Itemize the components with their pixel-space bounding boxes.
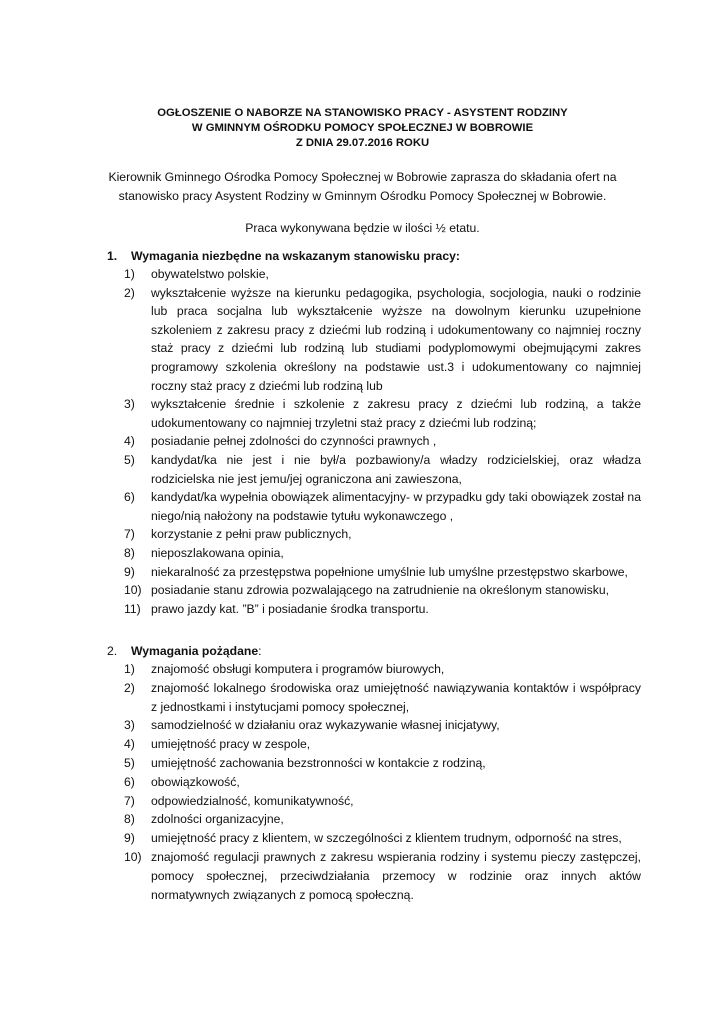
header-line-1: OGŁOSZENIE O NABORZE NA STANOWISKO PRACY - ASYSTENT RODZINY [157, 107, 568, 119]
list-item-text: posiadanie stanu zdrowia pozwalającego na zatrudnienie na określonym stanowisku, [151, 583, 609, 598]
list-item-text: obywatelstwo polskie, [151, 267, 269, 281]
list-item-text: umiejętność zachowania bezstronności w kontakcie z rodziną, [151, 755, 486, 770]
list-item [124, 848, 641, 904]
list-item [124, 660, 641, 679]
list-item-text: wykształcenie wyższe na kierunku pedagogika, psychologia, socjologia, nauki o rodzinie lub praca socjalna lub wykształcenie wyższe na dowolnym kierunku uzupełnione szkoleniem z zakresu pracy z dziećmi lub rodziną i udokumentowany co najmniej roczny staż pracy z dziećmi lub rodziną lub studiami podyplomowymi obejmującymi zakres programowy szkolenia określony na podstawie ust.3 i udokumentowany co najmniej roczny staż pracy z dziećmi lub rodziną lub [151, 285, 641, 393]
list-item-number: 9) [124, 564, 135, 579]
list-item [124, 488, 641, 525]
list-item-number: 9) [124, 831, 135, 846]
list-item-number: 8) [124, 545, 135, 560]
desired-section-colon: : [258, 644, 262, 658]
list-item-text: kandydat/ka wypełnia obowiązek alimentacyjny- w przypadku gdy taki obowiązek został na niego/nią nałożony na podstawie tytułu wykonawczego , [151, 490, 641, 523]
list-item-number: 2) [124, 285, 135, 300]
list-item-number: 5) [124, 452, 135, 467]
list-item [124, 735, 641, 754]
list-item-text: samodzielność w działaniu oraz wykazywanie własnej inicjatywy, [151, 718, 500, 733]
list-item-text: obowiązkowość, [151, 774, 240, 789]
list-item-number: 3) [124, 718, 135, 733]
list-item-number: 10) [124, 583, 142, 598]
desired-section-title: Wymagania pożądane [131, 644, 259, 658]
list-item-text: znajomość lokalnego środowiska oraz umiejętność nawiązywania kontaktów i współpracy z jednostkami i instytucjami pomocy społecznej, [151, 680, 641, 714]
list-item [124, 810, 641, 829]
list-item [124, 563, 641, 582]
list-item-number: 6) [124, 774, 135, 789]
required-section-title: Wymagania niezbędne na wskazanym stanowisku pracy: [131, 249, 460, 263]
required-section-heading [107, 248, 460, 264]
list-item [124, 829, 641, 848]
list-item-text: odpowiedzialność, komunikatywność, [151, 793, 354, 808]
list-item [124, 773, 641, 792]
list-item [124, 525, 641, 544]
list-item [124, 395, 641, 432]
list-item-text: nieposzlakowana opinia, [151, 545, 284, 560]
required-section-number: 1. [107, 249, 118, 263]
list-item-number: 11) [124, 601, 141, 616]
list-item-number: 7) [124, 527, 135, 542]
list-item [124, 451, 641, 488]
desired-section-number: 2. [107, 644, 118, 658]
announcement-header [90, 106, 635, 151]
required-list [124, 265, 641, 618]
header-line-2: W GMINNYM OŚRODKU POMOCY SPOŁECZNEJ W BOBROWIE [191, 122, 534, 134]
list-item-text: wykształcenie średnie i szkolenie z zakresu pracy z dziećmi lub rodziną, a także udokumentowany co najmniej trzyletni staż pracy z dziećmi lub rodziną; [151, 397, 641, 430]
list-item-text: umiejętność pracy w zespole, [151, 737, 311, 752]
list-item-number: 5) [124, 755, 135, 770]
work-scope-paragraph: Praca wykonywana będzie w ilości ½ etatu. [245, 221, 480, 235]
list-item-text: znajomość obsługi komputera i programów biurowych, [151, 662, 445, 676]
list-item-text: niekaralność za przestępstwa popełnione umyślnie lub umyślne przestępstwo skarbowe, [151, 564, 628, 579]
list-item-text: posiadanie pełnej zdolności do czynności prawnych , [151, 434, 437, 449]
list-item-number: 1) [124, 267, 135, 281]
list-item-number: 8) [124, 812, 135, 827]
list-item-number: 3) [124, 397, 135, 412]
desired-section-heading [107, 643, 262, 659]
list-item-text: prawo jazdy kat. ”B” i posiadanie środka transportu. [151, 601, 429, 616]
list-item-number: 10) [124, 849, 142, 864]
desired-list [124, 660, 641, 904]
list-item-text: kandydat/ka nie jest i nie był/a pozbawiony/a władzy rodzicielskiej, oraz władza rodzicielska nie jest jemu/jej ograniczona ani zawieszona, [151, 452, 641, 486]
list-item [124, 754, 641, 773]
list-item-number: 1) [124, 662, 135, 676]
list-item-text: korzystanie z pełni praw publicznych, [151, 527, 352, 542]
list-item [124, 432, 641, 451]
header-line-3: Z DNIA 29.07.2016 ROKU [295, 137, 430, 149]
list-item [124, 792, 641, 811]
list-item-text: znajomość regulacji prawnych z zakresu wspierania rodziny i systemu pieczy zastępczej, pomocy społecznej, przeciwdziałania przemocy w rodzinie oraz innych aktów normatywnych związanych z pomocą społeczną. [151, 849, 641, 902]
list-item [124, 581, 641, 600]
list-item [124, 679, 641, 717]
list-item-number: 6) [124, 490, 135, 505]
list-item [124, 265, 641, 284]
intro-paragraph: Kierownik Gminnego Ośrodka Pomocy Społecznej w Bobrowie zaprasza do składania ofert na stanowisko pracy Asystent Rodziny w Gminnym Ośrodku Pomocy Społecznej w Bobrowie. [108, 170, 617, 203]
list-item-text: umiejętność pracy z klientem, w szczególności z klientem trudnym, odporność na stres, [151, 831, 622, 846]
list-item-number: 4) [124, 434, 135, 449]
list-item [124, 544, 641, 563]
list-item-number: 4) [124, 737, 135, 752]
list-item-number: 7) [124, 793, 135, 808]
list-item-number: 2) [124, 680, 135, 695]
list-item [124, 600, 641, 619]
list-item [124, 716, 641, 735]
list-item [124, 284, 641, 396]
list-item-text: zdolności organizacyjne, [151, 812, 284, 827]
